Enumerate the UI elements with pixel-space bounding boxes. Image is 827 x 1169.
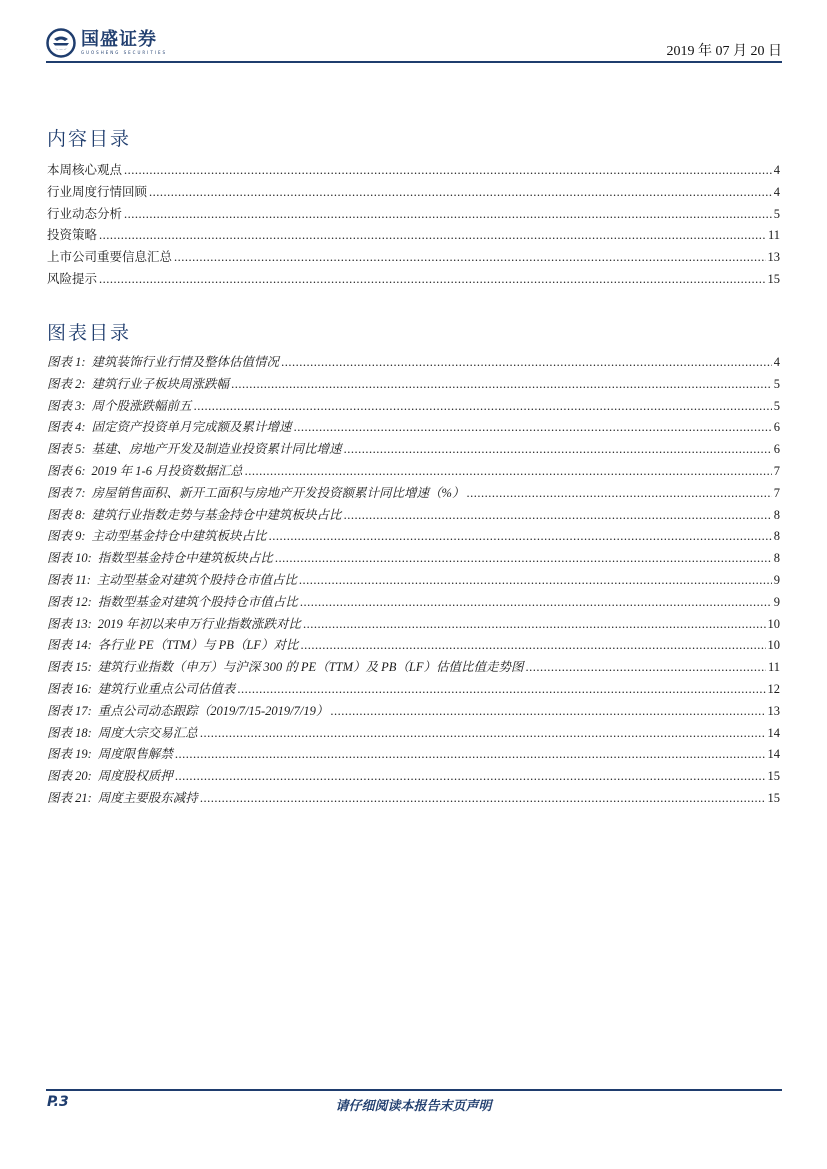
toc-entry-page: 5 (773, 398, 780, 413)
toc-entry-label: 周度限售解禁 (97, 747, 173, 762)
figure-entry[interactable] (47, 614, 780, 636)
figure-number: 图表 5: (47, 442, 86, 457)
dot-leader (99, 272, 765, 287)
toc-entry-label: 周度股权质押 (97, 769, 173, 784)
dot-leader (269, 529, 772, 544)
figure-number: 图表 18: (47, 725, 92, 740)
dot-leader (301, 638, 766, 653)
figure-number: 图表 11: (47, 572, 91, 587)
toc-entry-label: 2019 年初以来申万行业指数涨跌对比 (97, 616, 301, 631)
figure-entry[interactable] (47, 417, 780, 439)
dot-leader (299, 573, 772, 588)
figure-entry[interactable] (47, 701, 780, 723)
toc-entry[interactable] (47, 160, 780, 182)
dot-leader (466, 486, 771, 501)
figure-number: 图表 14: (47, 638, 92, 653)
toc-entry-label: 建筑行业指数（申万）与沪深 300 的 PE（TTM）及 PB（LF）估值比值走势图 (97, 660, 524, 675)
toc-entry-label: 指数型基金持仓中建筑板块占比 (97, 551, 273, 566)
figure-number: 图表 6: (47, 463, 86, 478)
toc-entry-label: 指数型基金对建筑个股持仓市值占比 (97, 594, 298, 609)
toc-entry-label: 行业周度行情回顾 (47, 184, 148, 199)
figure-entry[interactable] (47, 679, 780, 701)
figure-number: 图表 10: (47, 551, 92, 566)
toc-entry-page: 15 (767, 769, 780, 784)
toc-entry-page: 4 (773, 184, 780, 199)
toc-entry-page: 9 (773, 572, 780, 587)
toc-entry-page: 15 (767, 790, 780, 805)
figure-entry[interactable] (47, 439, 780, 461)
figure-entry[interactable] (47, 788, 780, 810)
company-name: 国盛证券 (81, 29, 157, 50)
toc-entry-page: 7 (773, 463, 780, 478)
toc-entry-page: 4 (773, 355, 780, 369)
figures-title: 图表目录 (47, 322, 132, 344)
toc-entry[interactable] (47, 182, 780, 204)
figure-number: 图表 8: (47, 507, 86, 522)
figure-number: 图表 2: (47, 376, 86, 391)
figure-number: 图表 17: (47, 703, 92, 718)
toc-entry-label: 基建、房地产开发及制造业投资累计同比增速 (91, 442, 342, 457)
figure-entry[interactable] (47, 592, 780, 614)
guosheng-logo-icon (46, 28, 76, 58)
toc-entry-label: 重点公司动态跟踪（2019/7/15-2019/7/19） (97, 703, 329, 718)
toc-entry-page: 11 (767, 660, 780, 675)
toc-entry-label: 建筑行业子板块周涨跌幅 (91, 376, 230, 391)
toc-entry-label: 周度主要股东减持 (97, 790, 198, 805)
figure-entry[interactable] (47, 635, 780, 657)
figure-number: 图表 15: (47, 660, 92, 675)
toc-entry-page: 10 (767, 616, 780, 631)
dot-leader (330, 704, 765, 719)
toc-entry-label: 建筑行业重点公司估值表 (97, 681, 236, 696)
figure-entry[interactable] (47, 548, 780, 570)
figure-number: 图表 16: (47, 681, 92, 696)
figure-number: 图表 21: (47, 790, 92, 805)
company-logo (46, 25, 167, 61)
toc-entry-label: 风险提示 (47, 271, 98, 286)
toc-entry-label: 本周核心观点 (47, 163, 123, 177)
figure-entry[interactable] (47, 766, 780, 788)
figure-entry[interactable] (47, 526, 780, 548)
figure-entry[interactable] (47, 461, 780, 483)
dot-leader (149, 185, 772, 200)
dot-leader (344, 508, 772, 523)
figure-entry[interactable] (47, 570, 780, 592)
dot-leader (175, 747, 766, 762)
toc-entry-page: 4 (773, 163, 780, 177)
dot-leader (237, 682, 765, 697)
header-divider (46, 61, 782, 63)
dot-leader (281, 355, 772, 370)
page-number: P.3 (47, 1094, 69, 1110)
company-sub: GUOSHENG SECURITIES (81, 50, 168, 55)
figure-entry[interactable] (47, 396, 780, 418)
figure-entry[interactable] (47, 657, 780, 679)
figure-number: 图表 4: (47, 420, 86, 435)
toc-list (47, 160, 780, 291)
report-date: 2019 年 07 月 20 日 (666, 44, 782, 59)
footer-divider (46, 1089, 782, 1091)
figure-number: 图表 9: (47, 529, 86, 544)
toc-entry-label: 上市公司重要信息汇总 (47, 250, 173, 265)
dot-leader (124, 207, 772, 222)
figure-number: 图表 3: (47, 398, 86, 413)
figure-entry[interactable] (47, 374, 780, 396)
figure-number: 图表 19: (47, 747, 92, 762)
toc-entry-page: 5 (773, 376, 780, 391)
toc-entry-page: 12 (767, 681, 780, 696)
dot-leader (526, 660, 766, 675)
dot-leader (200, 791, 766, 806)
dot-leader (231, 377, 772, 392)
toc-entry[interactable] (47, 269, 780, 291)
figure-entry[interactable] (47, 744, 780, 766)
toc-entry-label: 投资策略 (47, 228, 98, 243)
toc-entry[interactable] (47, 247, 780, 269)
toc-entry-label: 主动型基金对建筑个股持仓市值占比 (96, 572, 297, 587)
dot-leader (344, 442, 772, 457)
toc-entry-page: 13 (767, 250, 780, 265)
toc-entry-page: 10 (767, 638, 780, 653)
toc-entry-label: 周个股涨跌幅前五 (91, 398, 192, 413)
dot-leader (303, 617, 766, 632)
toc-entry-label: 行业动态分析 (47, 206, 123, 221)
dot-leader (99, 228, 766, 243)
toc-entry-label: 建筑行业指数走势与基金持仓中建筑板块占比 (91, 507, 342, 522)
toc-entry-page: 8 (773, 529, 780, 544)
toc-entry-label: 建筑装饰行业行情及整体估值情况 (91, 355, 280, 369)
figures-list (47, 352, 780, 810)
dot-leader (245, 464, 772, 479)
toc-entry-page: 9 (773, 594, 780, 609)
toc-entry-page: 14 (767, 747, 780, 762)
dot-leader (194, 399, 772, 414)
toc-entry-label: 2019 年 1-6 月投资数据汇总 (91, 463, 243, 478)
figure-number: 图表 1: (47, 355, 86, 369)
toc-entry-page: 11 (767, 228, 780, 243)
toc-entry-page: 15 (767, 271, 780, 286)
toc-entry-page: 14 (767, 725, 780, 740)
page-header (0, 0, 827, 64)
figure-number: 图表 20: (47, 769, 92, 784)
toc-entry-page: 7 (773, 485, 780, 500)
toc-entry-page: 5 (773, 206, 780, 221)
figure-number: 图表 7: (47, 485, 86, 500)
toc-entry-label: 各行业 PE（TTM）与 PB（LF）对比 (97, 638, 299, 653)
figure-entry[interactable] (47, 483, 780, 505)
figure-entry[interactable] (47, 505, 780, 527)
toc-entry-page: 13 (767, 703, 780, 718)
toc-entry-label: 房屋销售面积、新开工面积与房地产开发投资额累计同比增速（%） (91, 485, 465, 500)
dot-leader (124, 163, 772, 178)
toc-entry-page: 8 (773, 507, 780, 522)
toc-entry-page: 6 (773, 442, 780, 457)
dot-leader (294, 420, 772, 435)
toc-entry-page: 8 (773, 551, 780, 566)
toc-entry-label: 固定资产投资单月完成额及累计增速 (91, 420, 292, 435)
toc-entry-label: 主动型基金持仓中建筑板块占比 (91, 529, 267, 544)
dot-leader (175, 769, 766, 784)
figure-entry[interactable] (47, 352, 780, 374)
toc-entry[interactable] (47, 204, 780, 226)
figure-number: 图表 13: (47, 616, 92, 631)
dot-leader (200, 726, 766, 741)
dot-leader (300, 595, 772, 610)
disclaimer-note: 请仔细阅读本报告末页声明 (335, 1098, 492, 1113)
dot-leader (275, 551, 772, 566)
toc-entry-label: 周度大宗交易汇总 (97, 725, 198, 740)
figure-entry[interactable] (47, 723, 780, 745)
toc-entry-page: 6 (773, 420, 780, 435)
toc-entry[interactable] (47, 225, 780, 247)
dot-leader (174, 250, 765, 265)
figure-number: 图表 12: (47, 594, 92, 609)
toc-title: 内容目录 (47, 128, 132, 150)
